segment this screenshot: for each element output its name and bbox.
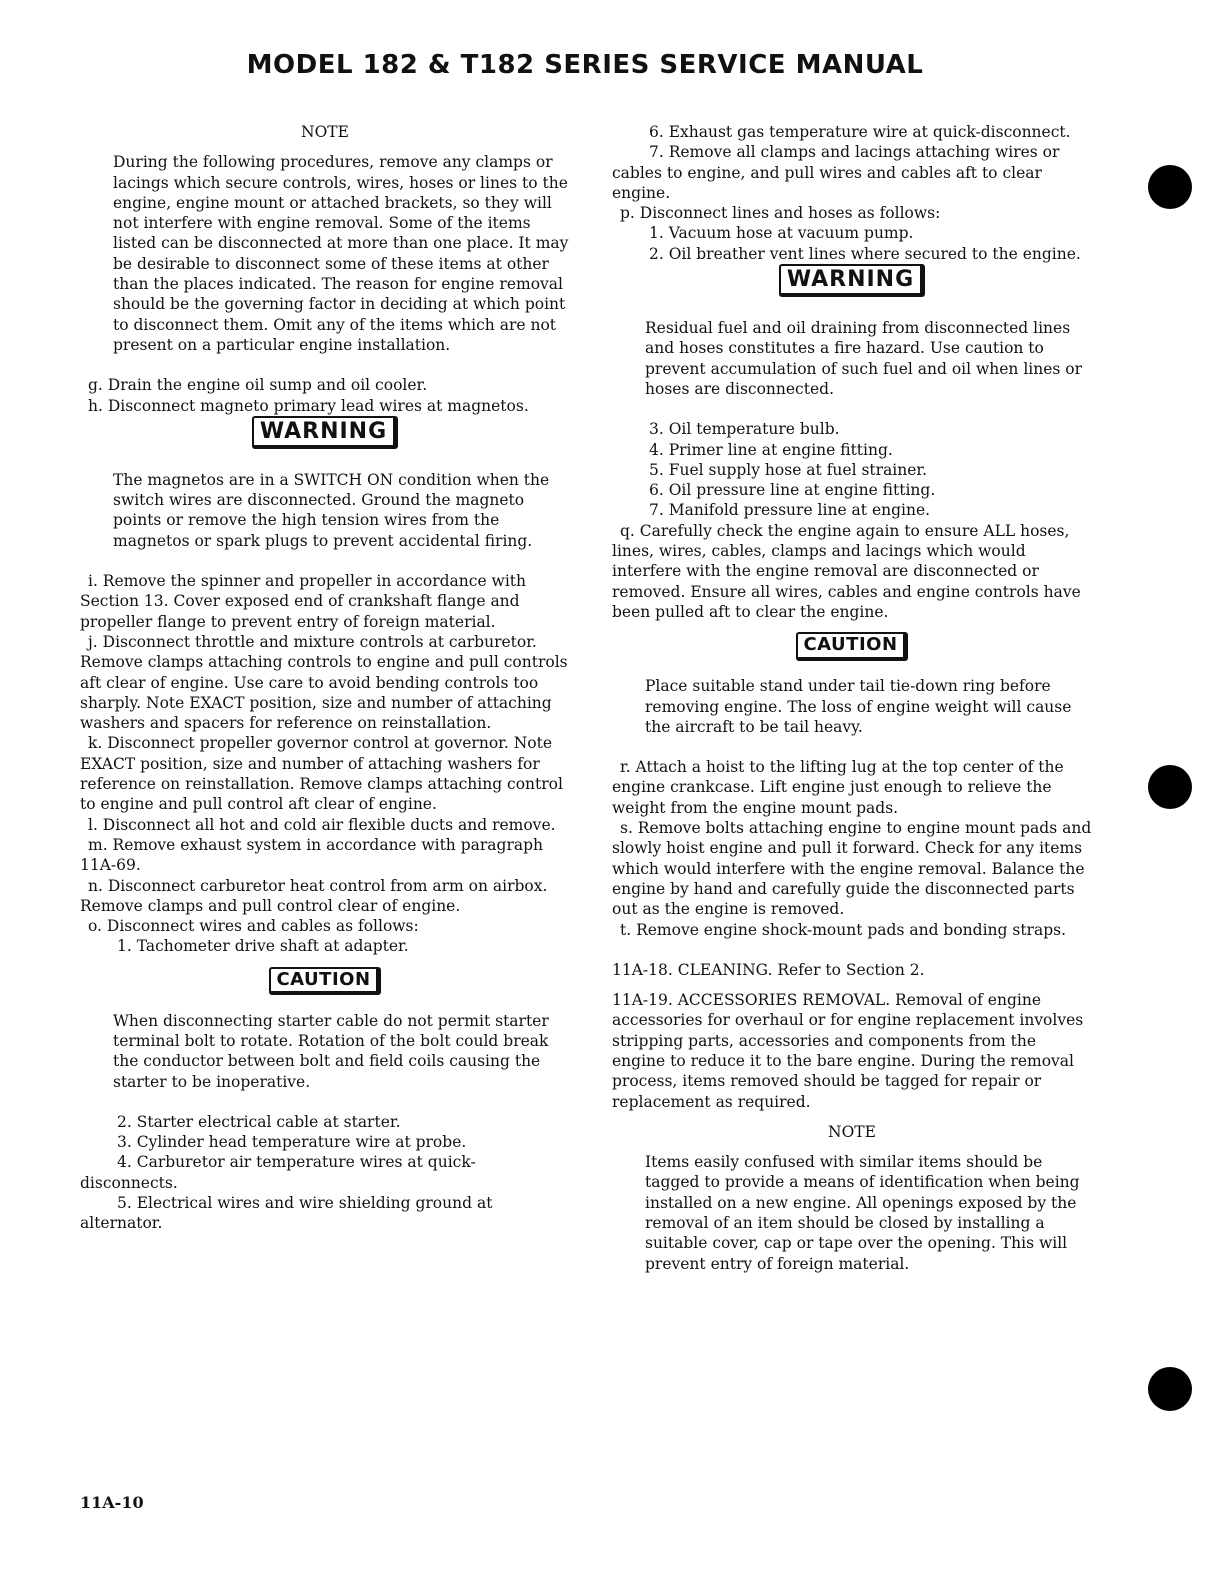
step-t: t. Remove engine shock-mount pads and bonding straps. [620,920,1067,939]
note-heading: NOTE [301,123,349,141]
note-text: During the following procedures, remove any clamps or lacings which secure controls, wires, hoses or lines to the engine, engine mount or attached brackets, so they will not interfere with engine removal. Some of the items listed can be disconnected at more than one place. It may be desirable to disconnect some of these items at other than the places indicated. The reason for engine removal should be the governing factor in deciding at which point to disconnect them. Omit any of the items which are not present on a particular engine installation. [113,153,569,354]
page-number: 11A-10 [80,1493,144,1512]
right-column [612,122,1092,1274]
step-q: q. Carefully check the engine again to ensure ALL hoses, lines, wires, cables, clamps and lacings which would interfere with the engine removal are disconnected or removed. Ensure all wires, cables and engine controls have been pulled aft to clear the engine. [612,521,1081,621]
step-p5: 5. Fuel supply hose at fuel strainer. [649,460,928,479]
step-p4: 4. Primer line at engine fitting. [649,440,893,459]
step-o3: 3. Cylinder head temperature wire at probe. [117,1133,467,1152]
step-j: j. Disconnect throttle and mixture controls at carburetor. Remove clamps attaching controls to engine and pull controls aft clear of engine. Use care to avoid bending controls too sharply. Note EXACT position, size and number of attaching washers and spacers for reference on reinstallation. [80,632,568,733]
binder-hole-middle [1148,765,1192,809]
step-p: p. Disconnect lines and hoses as follows: [620,204,941,223]
step-g: g. Drain the engine oil sump and oil cooler. [88,376,428,395]
left-column [80,122,570,1234]
caution-text: Place suitable stand under tail tie-down ring before removing engine. The loss of engine weight will cause the aircraft to be tail heavy. [645,677,1072,736]
caution-text: When disconnecting starter cable do not permit starter terminal bolt to rotate. Rotation of the bolt could break the conductor between bolt and field coils causing the starter to be inoperative. [113,1011,549,1091]
step-o6: 6. Exhaust gas temperature wire at quick-disconnect. [649,123,1071,141]
paragraph-11a-19: 11A-19. ACCESSORIES REMOVAL. Removal of engine accessories for overhaul or for engine replacement involves stripping parts, accessories and components from the engine to reduce it to the bare engine. During the removal process, items removed should be tagged for repair or replacement as required. [612,991,1084,1111]
warning-text: Residual fuel and oil draining from disconnected lines and hoses constitutes a fire hazard. Use caution to prevent accumulation of such fuel and oil when lines or hoses are disconnected. [645,319,1083,398]
caution-label: CAUTION [269,967,380,996]
step-p7: 7. Manifold pressure line at engine. [649,501,931,520]
step-n: n. Disconnect carburetor heat control from arm on airbox. Remove clamps and pull control clear of engine. [80,876,548,915]
warning-label: WARNING [252,416,398,449]
step-o5: 5. Electrical wires and wire shielding ground at alternator. [80,1194,493,1233]
step-s: s. Remove bolts attaching engine to engine mount pads and slowly hoist engine and pull it forward. Check for any items which would interfere with the engine removal. Balance the engine by hand and carefully guide the disconnected parts out as the engine is removed. [612,819,1092,919]
step-o7: 7. Remove all clamps and lacings attaching wires or cables to engine, and pull wires and cables aft to clear engine. [612,143,1060,202]
step-p3: 3. Oil temperature bulb. [649,420,840,439]
note-heading: NOTE [828,1122,876,1141]
paragraph-11a-18: 11A-18. CLEANING. Refer to Section 2. [612,960,925,979]
step-o1: 1. Tachometer drive shaft at adapter. [117,937,409,956]
warning-label: WARNING [779,264,925,297]
page-title: MODEL 182 & T182 SERIES SERVICE MANUAL [246,50,924,80]
step-k: k. Disconnect propeller governor control at governor. Note EXACT position, size and number of attaching washers for reference on reinstallation. Remove clamps attaching control to engine and pull control aft clear of engine. [80,734,563,814]
step-o4: 4. Carburetor air temperature wires at quick-disconnects. [80,1153,476,1192]
caution-label: CAUTION [796,632,907,661]
step-p1: 1. Vacuum hose at vacuum pump. [649,224,914,243]
binder-hole-top [1148,165,1192,209]
step-i: i. Remove the spinner and propeller in accordance with Section 13. Cover exposed end of crankshaft flange and propeller flange to prevent entry of foreign material. [80,572,526,631]
step-o: o. Disconnect wires and cables as follows: [88,917,419,936]
step-o2: 2. Starter electrical cable at starter. [117,1112,401,1131]
binder-hole-bottom [1148,1367,1192,1411]
step-l: l. Disconnect all hot and cold air flexible ducts and remove. [88,815,556,834]
step-h: h. Disconnect magneto primary lead wires at magnetos. [88,396,529,415]
step-r: r. Attach a hoist to the lifting lug at the top center of the engine crankcase. Lift engine just enough to relieve the weight from the engine mount pads. [612,758,1064,817]
step-p6: 6. Oil pressure line at engine fitting. [649,481,936,500]
step-m: m. Remove exhaust system in accordance with paragraph 11A-69. [80,835,543,875]
warning-text: The magnetos are in a SWITCH ON condition when the switch wires are disconnected. Ground the magneto points or remove the high tension wires from the magnetos or spark plugs to prevent accidental firing. [113,470,550,550]
note-text: Items easily confused with similar items should be tagged to provide a means of identification when being installed on a new engine. All openings exposed by the removal of an item should be closed by installing a suitable cover, cap or tape over the opening. This will prevent entry of foreign material. [645,1153,1080,1273]
step-p2: 2. Oil breather vent lines where secured to the engine. [649,244,1081,263]
